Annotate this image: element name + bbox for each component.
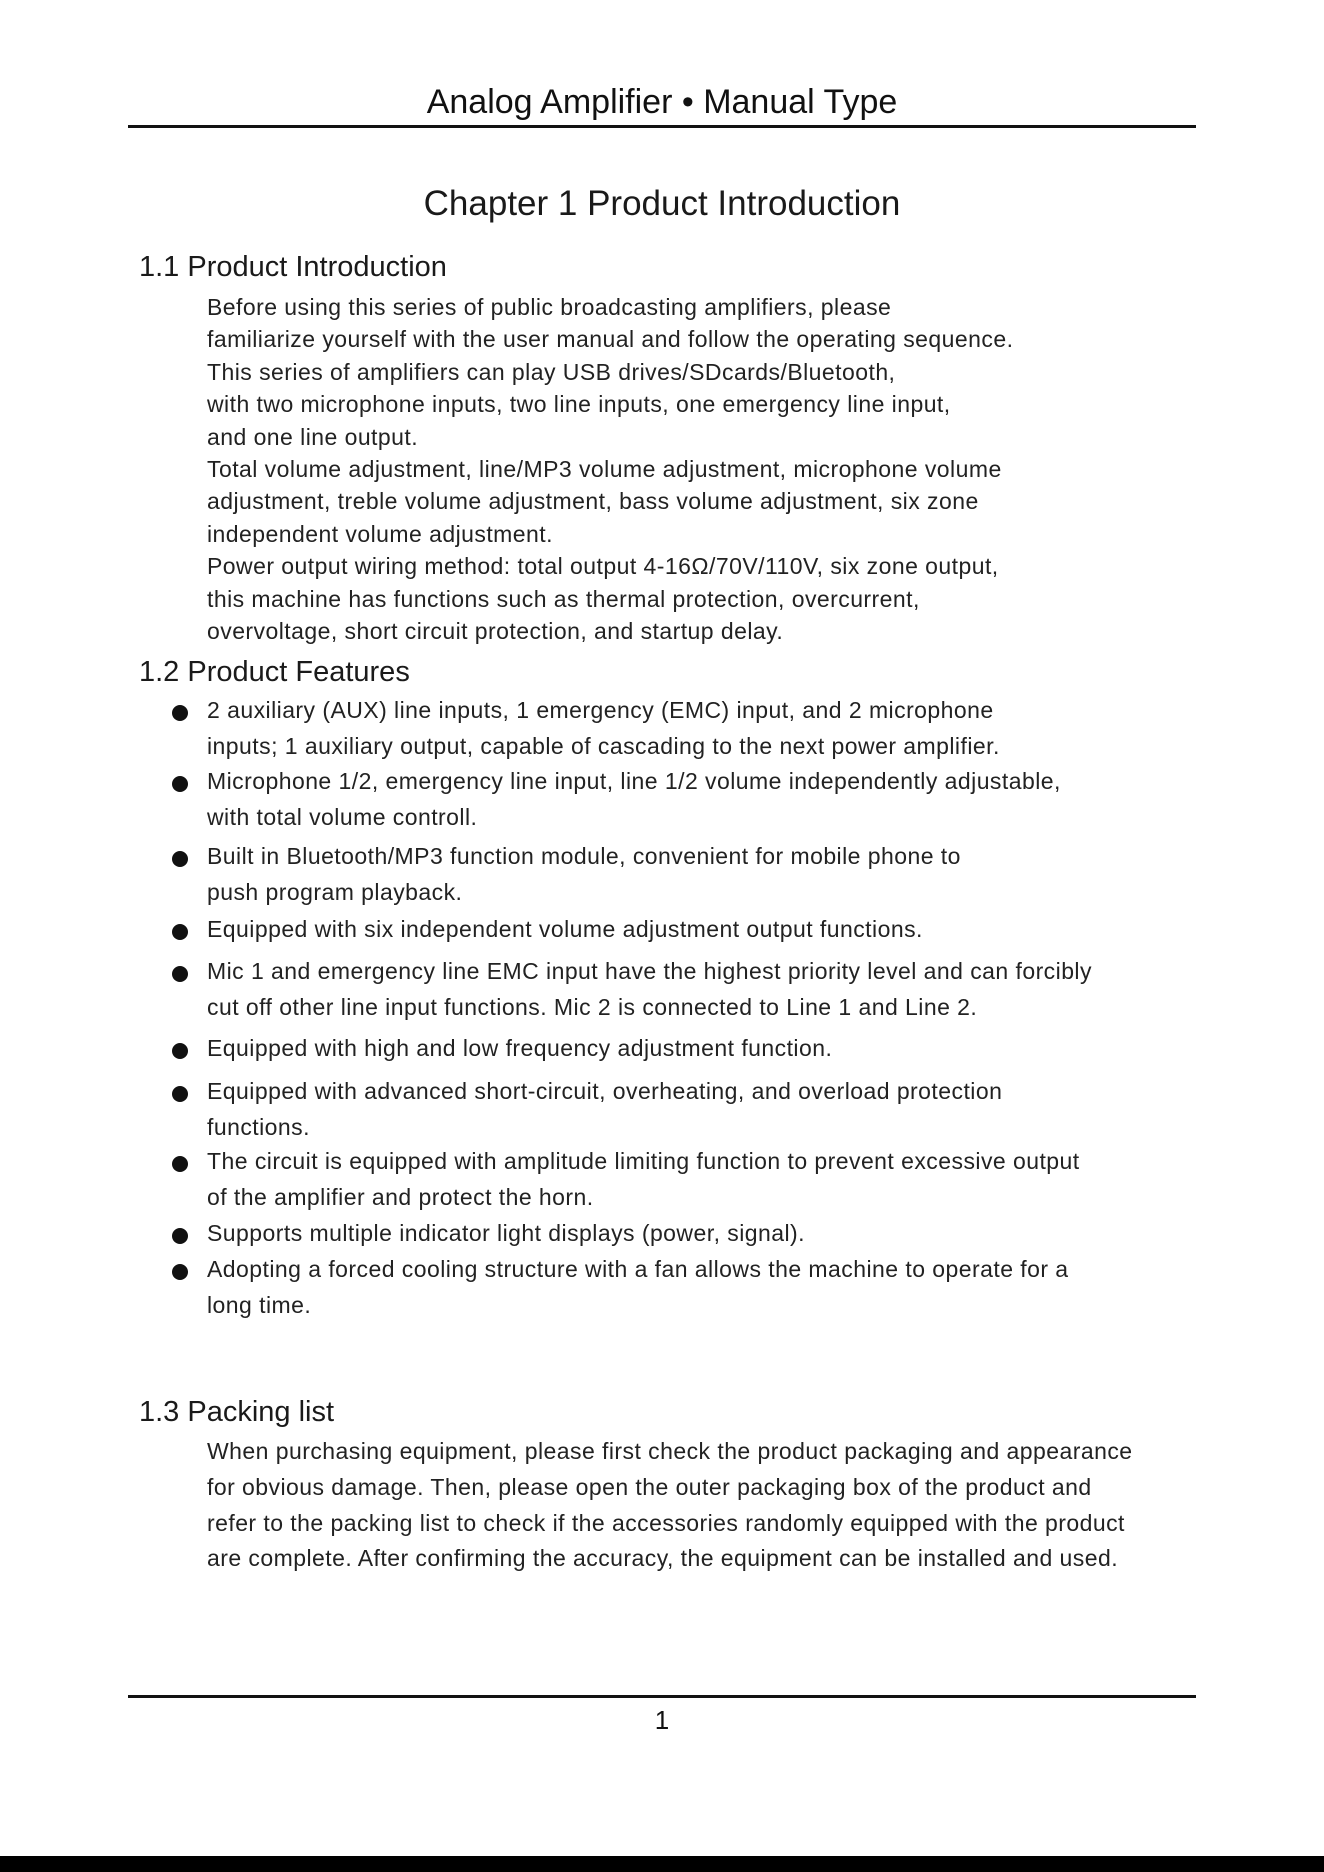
bullet-line: push program playback.	[207, 878, 463, 905]
bullet-line: 2 auxiliary (AUX) line inputs, 1 emergency (EMC) input, and 2 microphone	[207, 697, 994, 723]
body-line: and one line output.	[207, 423, 419, 450]
header-rule	[128, 125, 1196, 128]
bullet-icon	[172, 705, 188, 721]
bullet-line: of the amplifier and protect the horn.	[207, 1183, 594, 1210]
body-line: familiarize yourself with the user manual and follow the operating sequence.	[207, 326, 1014, 353]
body-line: This series of amplifiers can play USB drives/SDcards/Bluetooth,	[207, 358, 896, 385]
bullet-line: functions.	[207, 1113, 310, 1140]
bullet-icon	[172, 776, 188, 792]
section-1-3-body	[207, 1434, 1133, 1577]
bullet-icon	[172, 1228, 188, 1244]
bullet-line: Equipped with six independent volume adjustment output functions.	[207, 916, 923, 942]
bullet-icon	[172, 851, 188, 867]
bullet-line: long time.	[207, 1291, 312, 1318]
body-line: When purchasing equipment, please first check the product packaging and appearance	[207, 1438, 1133, 1464]
body-line: with two microphone inputs, two line inputs, one emergency line input,	[207, 391, 951, 418]
bullet-line: Mic 1 and emergency line EMC input have the highest priority level and can forcibly	[207, 958, 1092, 984]
bullet-icon	[172, 1043, 188, 1059]
chapter-title: Chapter 1 Product Introduction	[423, 184, 901, 223]
section-heading-1-3: 1.3 Packing list	[139, 1396, 335, 1428]
body-line: refer to the packing list to check if the accessories randomly equipped with the product	[207, 1509, 1125, 1536]
body-line: this machine has functions such as thermal protection, overcurrent,	[207, 585, 920, 612]
bullet-icon	[172, 1156, 188, 1172]
bullet-line: Microphone 1/2, emergency line input, line 1/2 volume independently adjustable,	[207, 768, 1061, 794]
section-heading-1-1: 1.1 Product Introduction	[139, 251, 447, 283]
section-1-1-body	[207, 291, 1013, 647]
page-number: 1	[654, 1705, 670, 1735]
running-header: Analog Amplifier • Manual Type	[426, 83, 898, 121]
body-line: adjustment, treble volume adjustment, bass volume adjustment, six zone	[207, 488, 979, 515]
body-line: independent volume adjustment.	[207, 520, 553, 547]
body-line: overvoltage, short circuit protection, and startup delay.	[207, 618, 784, 645]
bullet-line: The circuit is equipped with amplitude limiting function to prevent excessive output	[207, 1148, 1080, 1174]
bullet-line: cut off other line input functions. Mic 2 is connected to Line 1 and Line 2.	[207, 993, 978, 1020]
body-line: Total volume adjustment, line/MP3 volume adjustment, microphone volume	[207, 456, 1002, 483]
section-heading-1-2: 1.2 Product Features	[139, 656, 410, 688]
bullet-line: Supports multiple indicator light displays (power, signal).	[207, 1220, 805, 1246]
bullet-line: Adopting a forced cooling structure with a fan allows the machine to operate for a	[207, 1256, 1069, 1282]
scan-edge-bar	[0, 1856, 1324, 1872]
bullet-icon	[172, 924, 188, 940]
bullet-line: Equipped with high and low frequency adjustment function.	[207, 1035, 833, 1061]
body-line: Power output wiring method: total output 4-16Ω/70V/110V, six zone output,	[207, 553, 999, 580]
bullet-line: Equipped with advanced short-circuit, overheating, and overload protection	[207, 1078, 1003, 1104]
body-line: for obvious damage. Then, please open the outer packaging box of the product and	[207, 1473, 1092, 1500]
body-line: are complete. After confirming the accuracy, the equipment can be installed and used.	[207, 1545, 1119, 1572]
bullet-icon	[172, 1264, 188, 1280]
bullet-line: inputs; 1 auxiliary output, capable of cascading to the next power amplifier.	[207, 732, 1000, 759]
bullet-icon	[172, 966, 188, 982]
bullet-icon	[172, 1086, 188, 1102]
bullet-line: Built in Bluetooth/MP3 function module, convenient for mobile phone to	[207, 843, 961, 869]
footer-rule	[128, 1695, 1196, 1698]
body-line: Before using this series of public broadcasting amplifiers, please	[207, 294, 892, 320]
bullet-line: with total volume controll.	[207, 803, 478, 830]
